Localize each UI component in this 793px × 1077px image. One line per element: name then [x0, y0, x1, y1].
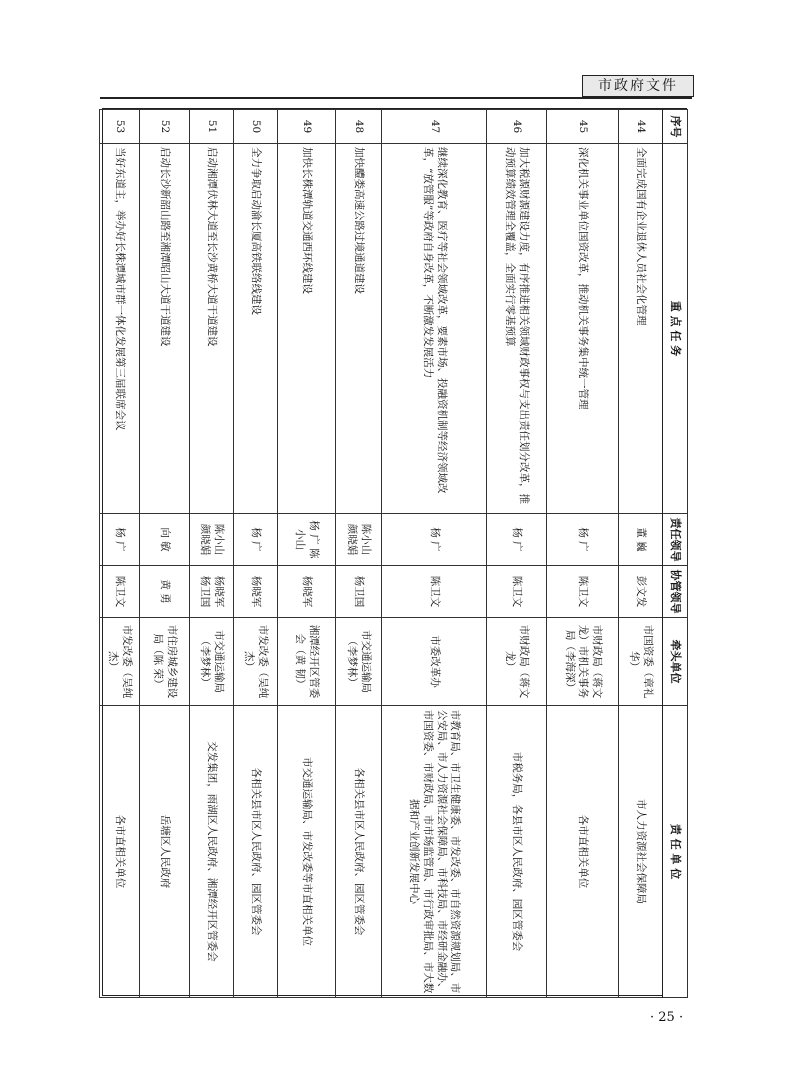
row-number: 46 [487, 110, 547, 144]
co-leader: 杨卫国 [336, 566, 382, 618]
resp-unit: 岳塘区人民政府 [140, 706, 190, 998]
task-text: 全面完成国有企业退休人员社会化管理 [619, 144, 663, 514]
row-number: 50 [234, 110, 278, 144]
co-leader: 陈卫文 [487, 566, 547, 618]
task-text: 加大税源财源建设力度，有序推进相关领域财政事权与支出责任划分改革，推动预算绩效管理全覆盖，全面实行零基预算 [487, 144, 547, 514]
table-row [278, 110, 336, 998]
header-rule [100, 97, 692, 99]
table-row [547, 110, 619, 998]
task-text: 加快醴娄高速公路过境通道建设 [336, 144, 382, 514]
leader: 向 敏 [140, 514, 190, 566]
row-number: 51 [190, 110, 234, 144]
task-text: 启动长沙新韶山路至湘潭昭山大道干道建设 [140, 144, 190, 514]
resp-unit: 交发集团，雨湖区人民政府、湘潭经开区管委会 [190, 706, 234, 998]
task-text: 启动湘潭伏林大道至长沙黄桥大道干道建设 [190, 144, 234, 514]
col-header-leader: 责任领导 [663, 514, 688, 566]
table-row [487, 110, 547, 998]
leader: 杨 广 [382, 514, 487, 566]
row-number: 49 [278, 110, 336, 144]
task-table-frame [102, 108, 687, 996]
lead-unit: 湘潭经开区管委会（黄 韧） [278, 618, 336, 706]
leader: 杨 广 陈小山 [278, 514, 336, 566]
task-text: 加快长株潭轨道交通西环线建设 [278, 144, 336, 514]
resp-unit: 市教育局、市卫生健康委、市发改委、市自然资源规划局、市公安局、市人力资源社会保障局、市科技局、市经研金融办、市国资委、市财政局、市市场监管局、市行政审批局、市大数据和产业创新发展中心 [382, 706, 487, 998]
co-leader: 黄 勇 [140, 566, 190, 618]
row-number: 48 [336, 110, 382, 144]
leader: 杨 广 [547, 514, 619, 566]
co-leader: 陈卫文 [382, 566, 487, 618]
task-text: 继续深化教育、医疗等社会领域改革，要素市场、投融资机制等经济领域改革，“放管服”等政府自身改革，不断激发发展活力 [382, 144, 487, 514]
lead-unit: 市财政局（蒋文龙）市机关事务局（李海深） [547, 618, 619, 706]
resp-unit: 各相关县市区人民政府、园区管委会 [234, 706, 278, 998]
row-number: 52 [140, 110, 190, 144]
co-leader: 杨晓军 [234, 566, 278, 618]
co-leader: 杨晓军 [278, 566, 336, 618]
resp-unit: 市人力资源社会保障局 [619, 706, 663, 998]
col-header-task: 重 点 任 务 [663, 144, 688, 514]
lead-unit: 市交通运输局（李梦林） [336, 618, 382, 706]
task-text: 当好东道主，举办好长株潭城市群一体化发展第三届联席会议 [100, 144, 140, 514]
page-number: · 25 · [650, 1010, 684, 1025]
table-row [619, 110, 663, 998]
co-leader: 陈卫文 [100, 566, 140, 618]
col-header-lead-unit: 牵头单位 [663, 618, 688, 706]
task-text: 深化机关事业单位国资改革，推动机关事务集中统一管理 [547, 144, 619, 514]
table-row [336, 110, 382, 998]
lead-unit: 市委改革办 [382, 618, 487, 706]
lead-unit: 市交通运输局（李梦林） [190, 618, 234, 706]
leader: 杨 广 [487, 514, 547, 566]
co-leader: 彭文发 [619, 566, 663, 618]
lead-unit: 市发改委（吴纯杰） [234, 618, 278, 706]
leader: 董 巍 [619, 514, 663, 566]
col-header-co-leader: 协管领导 [663, 566, 688, 618]
leader: 陈小山 颜晓娟 [336, 514, 382, 566]
co-leader: 陈卫文 [547, 566, 619, 618]
resp-unit: 市交通运输局、市发改委等市直相关单位 [278, 706, 336, 998]
resp-unit: 市税务局，各县市区人民政府、园区管委会 [487, 706, 547, 998]
lead-unit: 市财政局（蒋文龙） [487, 618, 547, 706]
resp-unit: 各相关县市区人民政府、园区管委会 [336, 706, 382, 998]
leader: 杨 广 [100, 514, 140, 566]
row-number: 53 [100, 110, 140, 144]
leader: 杨 广 [234, 514, 278, 566]
co-leader: 杨晓军 杨卫国 [190, 566, 234, 618]
leader: 陈小山 颜晓娟 [190, 514, 234, 566]
table-row [234, 110, 278, 998]
row-number: 45 [547, 110, 619, 144]
task-text: 全力争取启动渝长厦高铁联络线建设 [234, 144, 278, 514]
lead-unit: 市发改委（吴纯杰） [100, 618, 140, 706]
table-row [382, 110, 487, 998]
row-number: 44 [619, 110, 663, 144]
table-row [100, 110, 140, 998]
table-row [190, 110, 234, 998]
resp-unit: 各市直相关单位 [547, 706, 619, 998]
col-header-no: 序号 [663, 110, 688, 144]
table-header-row [663, 110, 688, 998]
rotated-table-wrapper [103, 109, 688, 997]
row-number: 47 [382, 110, 487, 144]
table-row [140, 110, 190, 998]
resp-unit: 各市直相关单位 [100, 706, 140, 998]
document-category-label: 市政府文件 [582, 75, 694, 97]
lead-unit: 市住房城乡建设局（陈 荣） [140, 618, 190, 706]
lead-unit: 市国资委（章礼华） [619, 618, 663, 706]
task-table [99, 109, 688, 998]
col-header-resp-unit: 责 任 单 位 [663, 706, 688, 998]
